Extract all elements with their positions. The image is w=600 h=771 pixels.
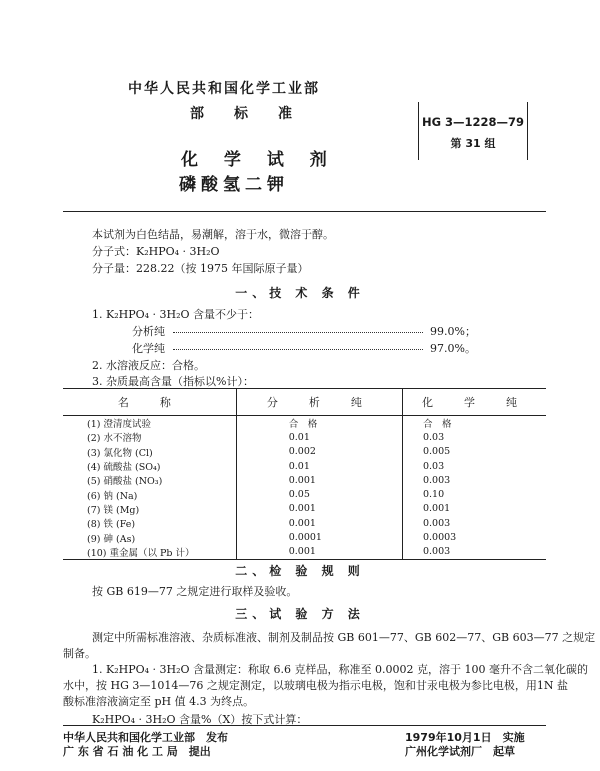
- impurity-name: (2) 水不溶物: [87, 433, 142, 445]
- col-header-analytical: 分 析 纯: [236, 389, 402, 416]
- table-row: [63, 445, 546, 459]
- implementation-date: 1979年10月1日 实施: [405, 731, 525, 744]
- footer-rule: [63, 725, 546, 726]
- value-analytical: 0.01: [236, 459, 402, 473]
- impurity-name: (8) 铁 (Fe): [87, 519, 136, 531]
- impurity-name: (7) 镁 (Mg): [87, 504, 140, 516]
- value-chemical: 0.001: [402, 502, 546, 516]
- table-row: [63, 459, 546, 473]
- value-analytical: 合 格: [236, 416, 402, 431]
- standard-label: 部 标 准: [190, 106, 300, 122]
- value-chemical: 0.0003: [402, 530, 546, 544]
- content-requirement: 1. K₂HPO₄ · 3H₂O 含量不少于：: [92, 308, 260, 321]
- value-chemical: 0.03: [402, 459, 546, 473]
- value-analytical: 0.0001: [236, 530, 402, 544]
- grade-chemical-value: 97.0%。: [430, 342, 476, 355]
- table-row: [63, 545, 546, 559]
- impurity-name: (1) 澄清度试验: [87, 419, 151, 431]
- doc-title-line2: 磷酸氢二钾: [179, 175, 289, 195]
- section-1-heading: 一、技 术 条 件: [235, 286, 365, 300]
- impurity-heading: 3. 杂质最高含量（指标以%计）：: [92, 375, 254, 388]
- issuer-line2: 广 东 省 石 油 化 工 局 提出: [63, 745, 211, 758]
- table-row: [63, 487, 546, 501]
- impurity-name: (3) 氯化物 (Cl): [87, 447, 153, 459]
- table-bottom-rule: [63, 559, 546, 560]
- value-analytical: 0.001: [236, 545, 402, 559]
- value-chemical: 0.10: [402, 487, 546, 501]
- section-2-heading: 二、检 验 规 则: [235, 564, 365, 578]
- issuer-line1: 中华人民共和国化学工业部 发布: [63, 731, 228, 744]
- method-para1-line1: 测定中所需标准溶液、杂质标准液、制剂及制品按 GB 601—77、GB 602—77、GB 603—77 之规定: [92, 631, 596, 644]
- value-analytical: 0.002: [236, 445, 402, 459]
- table-row: [63, 502, 546, 516]
- value-chemical: 0.003: [402, 516, 546, 530]
- value-chemical: 0.003: [402, 473, 546, 487]
- grade-chemical-label: 化学纯: [132, 342, 165, 355]
- value-analytical: 0.01: [236, 430, 402, 444]
- method-para2-line1: 1. K₂HPO₄ · 3H₂O 含量测定：称取 6.6 克样品，称准至 0.0002 克，溶于 100 毫升不含二氧化碳的: [92, 663, 589, 676]
- molecular-weight: 分子量：228.22（按 1975 年国际原子量）: [92, 262, 309, 275]
- col-header-chemical: 化 学 纯: [402, 389, 546, 416]
- solution-reaction: 2. 水溶液反应：合格。: [92, 359, 205, 372]
- value-chemical: 0.005: [402, 445, 546, 459]
- impurity-name: (6) 钠 (Na): [87, 490, 138, 502]
- value-analytical: 0.001: [236, 473, 402, 487]
- impurity-name: (5) 硝酸盐 (NO₃): [87, 476, 163, 488]
- value-chemical: 0.003: [402, 545, 546, 559]
- table-row: [63, 516, 546, 530]
- section-3-heading: 三、试 验 方 法: [235, 607, 365, 621]
- col-header-name: 名 称: [63, 389, 236, 416]
- impurity-name: (9) 砷 (As): [87, 533, 136, 545]
- value-analytical: 0.001: [236, 516, 402, 530]
- table-row: [63, 530, 546, 544]
- impurity-name: (10) 重金属（以 Pb 计）: [87, 547, 195, 559]
- description: 本试剂为白色结晶，易潮解，溶于水，微溶于醇。: [92, 228, 334, 241]
- table-row: [63, 473, 546, 487]
- ministry-title: 中华人民共和国化学工业部: [128, 81, 320, 97]
- grade-analytical-label: 分析纯: [132, 325, 165, 338]
- group-number: 第 31 组: [450, 137, 496, 150]
- table-header-row: [63, 389, 546, 416]
- impurity-table: [63, 389, 546, 559]
- leader-dots: [173, 349, 423, 350]
- value-analytical: 0.001: [236, 502, 402, 516]
- table-row: [63, 430, 546, 444]
- doc-title-line1: 化 学 试 剂: [181, 150, 337, 170]
- molecular-formula: 分子式：K₂HPO₄ · 3H₂O: [92, 245, 220, 258]
- method-para2-line2: 水中，按 HG 3—1014—76 之规定测定，以玻璃电极为指示电极，饱和甘汞电极为参比电极，用1N 盐: [63, 679, 568, 692]
- impurity-name: (4) 硫酸盐 (SO₄): [87, 462, 161, 474]
- calculation-intro: K₂HPO₄ · 3H₂O 含量%（X）按下式计算：: [92, 713, 308, 726]
- method-para2-line3: 酸标准溶液滴定至 pH 值 4.3 为终点。: [63, 695, 255, 708]
- value-chemical: 0.03: [402, 430, 546, 444]
- leader-dots: [173, 332, 423, 333]
- value-analytical: 0.05: [236, 487, 402, 501]
- header-rule: [63, 211, 546, 212]
- method-para1-line2: 制备。: [63, 647, 96, 660]
- standard-code: HG 3—1228—79: [421, 115, 525, 129]
- standard-code-box: [418, 102, 528, 160]
- grade-analytical-value: 99.0%；: [430, 325, 476, 338]
- table-row: [63, 416, 546, 431]
- drafting-unit: 广州化学试剂厂 起草: [405, 745, 515, 758]
- value-chemical: 合 格: [402, 416, 546, 431]
- sampling-rule: 按 GB 619—77 之规定进行取样及验收。: [92, 585, 298, 598]
